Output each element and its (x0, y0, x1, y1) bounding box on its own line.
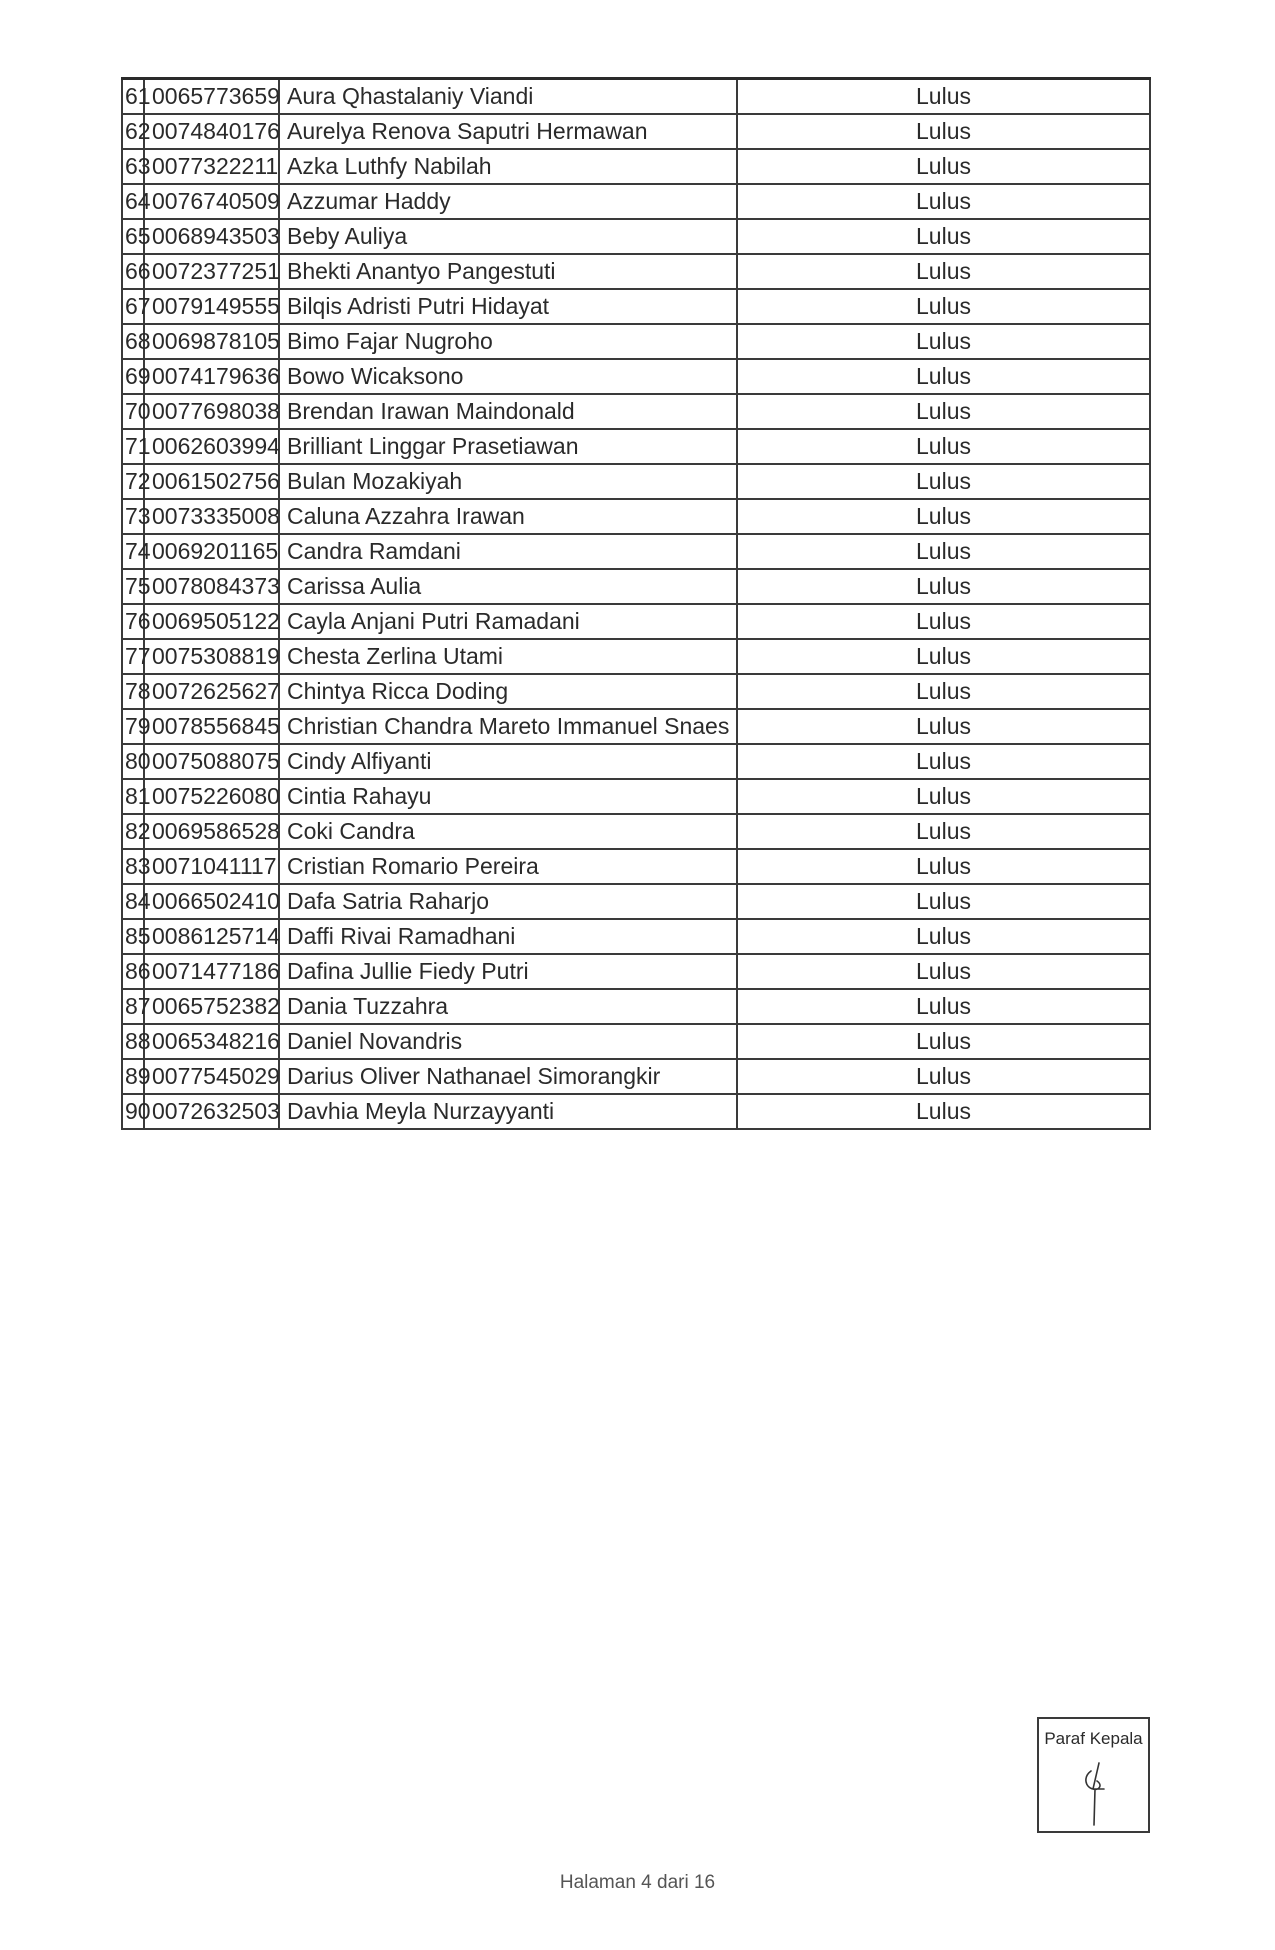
table-row (122, 499, 1150, 534)
student-name-cell: Brendan Irawan Maindonald (279, 394, 737, 429)
status-cell: Lulus (737, 254, 1150, 289)
status-cell: Lulus (737, 604, 1150, 639)
student-name-cell: Aura Qhastalaniy Viandi (279, 79, 737, 115)
table-row (122, 569, 1150, 604)
table-row (122, 604, 1150, 639)
student-name-cell: Aurelya Renova Saputri Hermawan (279, 114, 737, 149)
row-number-cell: 75 (122, 569, 144, 604)
nisn-cell: 0074179636 (144, 359, 279, 394)
status-cell: Lulus (737, 674, 1150, 709)
row-number-cell: 70 (122, 394, 144, 429)
row-number-cell: 76 (122, 604, 144, 639)
student-name-cell: Cindy Alfiyanti (279, 744, 737, 779)
nisn-cell: 0069505122 (144, 604, 279, 639)
nisn-cell: 0075308819 (144, 639, 279, 674)
student-name-cell: Beby Auliya (279, 219, 737, 254)
table-row (122, 394, 1150, 429)
table-row (122, 919, 1150, 954)
row-number-cell: 61 (122, 79, 144, 115)
status-cell: Lulus (737, 429, 1150, 464)
status-cell: Lulus (737, 1059, 1150, 1094)
row-number-cell: 83 (122, 849, 144, 884)
table-row (122, 884, 1150, 919)
student-name-cell: Dafina Jullie Fiedy Putri (279, 954, 737, 989)
student-name-cell: Cintia Rahayu (279, 779, 737, 814)
nisn-cell: 0077545029 (144, 1059, 279, 1094)
status-cell: Lulus (737, 289, 1150, 324)
page-number: Halaman 4 dari 16 (559, 1872, 716, 1893)
row-number-cell: 62 (122, 114, 144, 149)
student-name-cell: Davhia Meyla Nurzayyanti (279, 1094, 737, 1129)
nisn-cell: 0077322211 (144, 149, 279, 184)
status-cell: Lulus (737, 919, 1150, 954)
row-number-cell: 80 (122, 744, 144, 779)
status-cell: Lulus (737, 884, 1150, 919)
nisn-cell: 0072377251 (144, 254, 279, 289)
row-number-cell: 82 (122, 814, 144, 849)
student-name-cell: Daniel Novandris (279, 1024, 737, 1059)
table-row (122, 849, 1150, 884)
nisn-cell: 0075088075 (144, 744, 279, 779)
student-name-cell: Carissa Aulia (279, 569, 737, 604)
status-cell: Lulus (737, 779, 1150, 814)
status-cell: Lulus (737, 569, 1150, 604)
nisn-cell: 0062603994 (144, 429, 279, 464)
student-name-cell: Bilqis Adristi Putri Hidayat (279, 289, 737, 324)
nisn-cell: 0076740509 (144, 184, 279, 219)
nisn-cell: 0073335008 (144, 499, 279, 534)
status-cell: Lulus (737, 1094, 1150, 1129)
row-number-cell: 69 (122, 359, 144, 394)
row-number-cell: 77 (122, 639, 144, 674)
status-cell: Lulus (737, 114, 1150, 149)
student-name-cell: Brilliant Linggar Prasetiawan (279, 429, 737, 464)
signature-mark (1077, 1759, 1117, 1829)
nisn-cell: 0072632503 (144, 1094, 279, 1129)
row-number-cell: 74 (122, 534, 144, 569)
nisn-cell: 0066502410 (144, 884, 279, 919)
row-number-cell: 79 (122, 709, 144, 744)
row-number-cell: 66 (122, 254, 144, 289)
status-cell: Lulus (737, 534, 1150, 569)
status-cell: Lulus (737, 744, 1150, 779)
status-cell: Lulus (737, 219, 1150, 254)
student-name-cell: Chintya Ricca Doding (279, 674, 737, 709)
results-table (121, 77, 1151, 1130)
row-number-cell: 78 (122, 674, 144, 709)
student-name-cell: Bulan Mozakiyah (279, 464, 737, 499)
student-name-cell: Chesta Zerlina Utami (279, 639, 737, 674)
nisn-cell: 0065773659 (144, 79, 279, 115)
nisn-cell: 0069878105 (144, 324, 279, 359)
student-name-cell: Azka Luthfy Nabilah (279, 149, 737, 184)
status-cell: Lulus (737, 184, 1150, 219)
nisn-cell: 0079149555 (144, 289, 279, 324)
nisn-cell: 0068943503 (144, 219, 279, 254)
row-number-cell: 73 (122, 499, 144, 534)
table-row (122, 254, 1150, 289)
student-name-cell: Coki Candra (279, 814, 737, 849)
row-number-cell: 68 (122, 324, 144, 359)
table-row (122, 1059, 1150, 1094)
row-number-cell: 63 (122, 149, 144, 184)
row-number-cell: 88 (122, 1024, 144, 1059)
status-cell: Lulus (737, 1024, 1150, 1059)
table-row (122, 709, 1150, 744)
status-cell: Lulus (737, 499, 1150, 534)
row-number-cell: 87 (122, 989, 144, 1024)
row-number-cell: 81 (122, 779, 144, 814)
status-cell: Lulus (737, 149, 1150, 184)
student-name-cell: Bimo Fajar Nugroho (279, 324, 737, 359)
nisn-cell: 0074840176 (144, 114, 279, 149)
student-name-cell: Caluna Azzahra Irawan (279, 499, 737, 534)
table-row (122, 1024, 1150, 1059)
nisn-cell: 0065752382 (144, 989, 279, 1024)
nisn-cell: 0075226080 (144, 779, 279, 814)
status-cell: Lulus (737, 639, 1150, 674)
row-number-cell: 65 (122, 219, 144, 254)
status-cell: Lulus (737, 79, 1150, 115)
student-name-cell: Bowo Wicaksono (279, 359, 737, 394)
table-row (122, 324, 1150, 359)
table-row (122, 779, 1150, 814)
table-row (122, 989, 1150, 1024)
table-row (122, 359, 1150, 394)
status-cell: Lulus (737, 709, 1150, 744)
table-row (122, 184, 1150, 219)
table-row (122, 534, 1150, 569)
nisn-cell: 0065348216 (144, 1024, 279, 1059)
table-body (122, 79, 1150, 1130)
row-number-cell: 86 (122, 954, 144, 989)
paraf-kepala-box (1037, 1717, 1150, 1833)
nisn-cell: 0086125714 (144, 919, 279, 954)
row-number-cell: 64 (122, 184, 144, 219)
student-name-cell: Christian Chandra Mareto Immanuel Snaes (279, 709, 737, 744)
student-name-cell: Darius Oliver Nathanael Simorangkir (279, 1059, 737, 1094)
table-row (122, 814, 1150, 849)
status-cell: Lulus (737, 849, 1150, 884)
nisn-cell: 0071477186 (144, 954, 279, 989)
student-name-cell: Dania Tuzzahra (279, 989, 737, 1024)
student-name-cell: Bhekti Anantyo Pangestuti (279, 254, 737, 289)
table-row (122, 464, 1150, 499)
paraf-kepala-label: Paraf Kepala (1044, 1729, 1143, 1748)
table-row (122, 744, 1150, 779)
table-row (122, 429, 1150, 464)
student-name-cell: Dafa Satria Raharjo (279, 884, 737, 919)
table-row (122, 1094, 1150, 1129)
row-number-cell: 67 (122, 289, 144, 324)
nisn-cell: 0072625627 (144, 674, 279, 709)
status-cell: Lulus (737, 989, 1150, 1024)
table-row (122, 639, 1150, 674)
student-name-cell: Azzumar Haddy (279, 184, 737, 219)
student-name-cell: Cristian Romario Pereira (279, 849, 737, 884)
status-cell: Lulus (737, 324, 1150, 359)
status-cell: Lulus (737, 359, 1150, 394)
student-name-cell: Daffi Rivai Ramadhani (279, 919, 737, 954)
nisn-cell: 0069586528 (144, 814, 279, 849)
row-number-cell: 85 (122, 919, 144, 954)
row-number-cell: 71 (122, 429, 144, 464)
table-row (122, 674, 1150, 709)
status-cell: Lulus (737, 394, 1150, 429)
table-row (122, 289, 1150, 324)
student-name-cell: Cayla Anjani Putri Ramadani (279, 604, 737, 639)
row-number-cell: 89 (122, 1059, 144, 1094)
row-number-cell: 72 (122, 464, 144, 499)
status-cell: Lulus (737, 814, 1150, 849)
nisn-cell: 0071041117 (144, 849, 279, 884)
table-row (122, 149, 1150, 184)
nisn-cell: 0069201165 (144, 534, 279, 569)
status-cell: Lulus (737, 954, 1150, 989)
table-row (122, 79, 1150, 115)
table-row (122, 954, 1150, 989)
table-row (122, 114, 1150, 149)
nisn-cell: 0078556845 (144, 709, 279, 744)
row-number-cell: 90 (122, 1094, 144, 1129)
status-cell: Lulus (737, 464, 1150, 499)
nisn-cell: 0078084373 (144, 569, 279, 604)
nisn-cell: 0077698038 (144, 394, 279, 429)
row-number-cell: 84 (122, 884, 144, 919)
nisn-cell: 0061502756 (144, 464, 279, 499)
table-row (122, 219, 1150, 254)
student-name-cell: Candra Ramdani (279, 534, 737, 569)
